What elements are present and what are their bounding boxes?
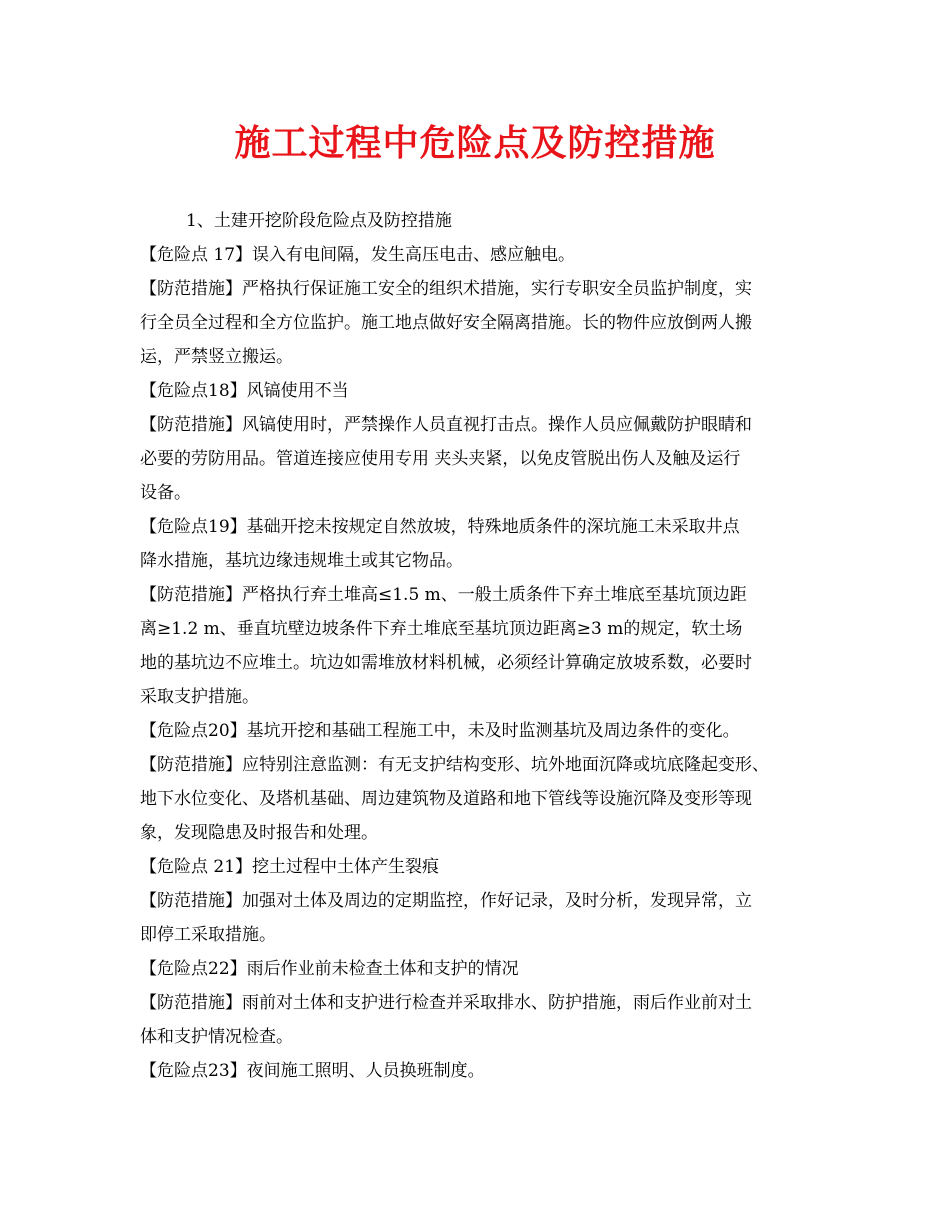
measure-19-line-1: 【防范措施】严格执行弃土堆高≤1.5 m、一般土质条件下弃土堆底至基坑顶边距 [140,585,747,605]
measure-18-line-2: 必要的劳防用品。管道连接应使用专用 夹头夹紧，以免皮管脱出伤人及触及运行 [140,449,741,469]
measure-19-line-2: 离≥1.2 m、垂直坑壁边坡条件下弃土堆底至基坑顶边距离≥3 m的规定，软土场 [140,619,743,639]
section-heading: 1、土建开挖阶段危险点及防控措施 [186,211,452,231]
measure-19-line-3: 地的基坑边不应堆土。坑边如需堆放材料机械，必须经计算确定放坡系数，必要时 [140,653,752,673]
hazard-19-line-2: 降水措施，基坑边缘违规堆土或其它物品。 [140,551,463,571]
hazard-22-heading: 【危险点22】雨后作业前未检查土体和支护的情况 [140,959,519,979]
measure-21-line-1: 【防范措施】加强对土体及周边的定期监控，作好记录，及时分析，发现异常，立 [140,891,752,911]
document-title: 施工过程中危险点及防控措施 [234,122,716,164]
measure-20-line-1: 【防范措施】应特别注意监测：有无支护结构变形、坑外地面沉降或坑底隆起变形、 [140,755,769,775]
measure-17-line-2: 行全员全过程和全方位监护。施工地点做好安全隔离措施。长的物件应放倒两人搬 [140,313,752,333]
document-body [140,204,812,1088]
measure-18-line-3: 设备。 [140,483,191,503]
hazard-20-heading: 【危险点20】基坑开挖和基础工程施工中，未及时监测基坑及周边条件的变化。 [140,721,740,741]
measure-19-line-4: 采取支护措施。 [140,687,259,707]
measure-22-line-1: 【防范措施】雨前对土体和支护进行检查并采取排水、防护措施，雨后作业前对土 [140,993,752,1013]
hazard-17-heading: 【危险点 17】误入有电间隔，发生高压电击、感应触电。 [140,245,576,265]
hazard-18-heading: 【危险点18】风镐使用不当 [140,381,349,401]
measure-20-line-2: 地下水位变化、及塔机基础、周边建筑物及道路和地下管线等设施沉降及变形等现 [140,789,752,809]
measure-22-line-2: 体和支护情况检查。 [140,1027,293,1047]
measure-17-line-3: 运，严禁竖立搬运。 [140,347,293,367]
measure-21-line-2: 即停工采取措施。 [140,925,276,945]
hazard-21-heading: 【危险点 21】挖土过程中土体产生裂痕 [140,857,440,877]
hazard-23-heading: 【危险点23】夜间施工照明、人员换班制度。 [140,1061,485,1081]
measure-20-line-3: 象，发现隐患及时报告和处理。 [140,823,378,843]
hazard-19-line-1: 【危险点19】基础开挖未按规定自然放坡，特殊地质条件的深坑施工未采取井点 [140,517,740,537]
measure-17-line-1: 【防范措施】严格执行保证施工安全的组织术措施，实行专职安全员监护制度，实 [140,279,752,299]
measure-18-line-1: 【防范措施】风镐使用时，严禁操作人员直视打击点。操作人员应佩戴防护眼睛和 [140,415,752,435]
